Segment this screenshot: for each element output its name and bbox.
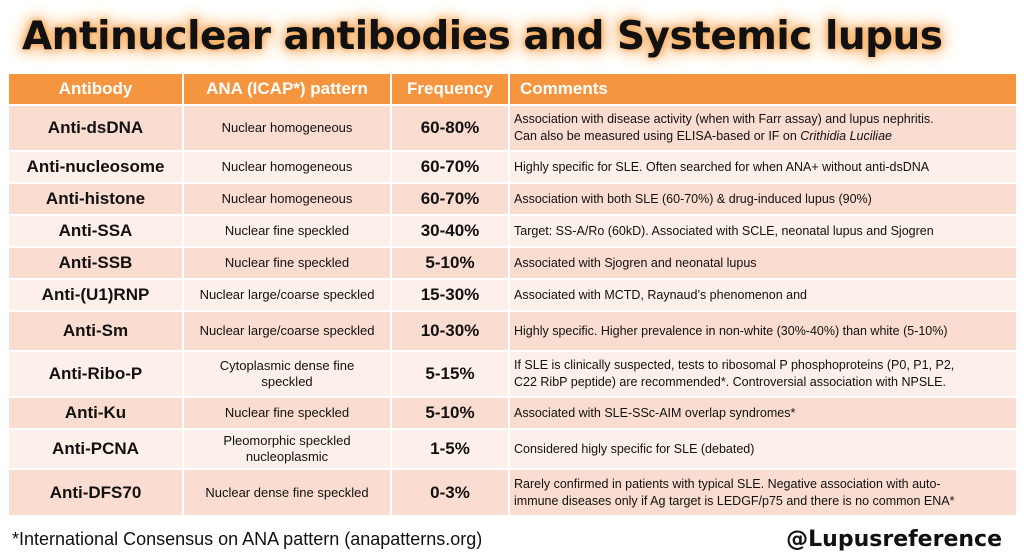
frequency-cell: 5-15% bbox=[391, 351, 509, 397]
comment-cell bbox=[509, 151, 1016, 183]
comment-text: Associated with Sjogren and neonatal lupus bbox=[514, 255, 757, 270]
comment-cell bbox=[509, 397, 1016, 429]
pattern-line: Cytoplasmic dense fine bbox=[219, 358, 355, 373]
comment-text: Rarely confirmed in patients with typical SLE. Negative association with auto- bbox=[514, 476, 941, 491]
pattern-cell: Nuclear large/coarse speckled bbox=[183, 279, 391, 311]
comment-line bbox=[514, 159, 1012, 176]
comment-cell bbox=[509, 247, 1016, 279]
antibody-cell: Anti-PCNA bbox=[9, 429, 183, 469]
pattern-cell bbox=[183, 351, 391, 397]
pattern-cell: Nuclear fine speckled bbox=[183, 397, 391, 429]
comment-cell bbox=[509, 351, 1016, 397]
pattern-cell: Nuclear dense fine speckled bbox=[183, 469, 391, 515]
comment-text: Can also be measured using ELISA-based or IF on bbox=[514, 129, 801, 143]
comment-line bbox=[514, 111, 1012, 128]
comment-cell bbox=[509, 183, 1016, 215]
comment-text: immune diseases only if Ag target is LEDGF/p75 and there is no common ENA* bbox=[514, 493, 955, 508]
comment-line bbox=[514, 405, 1012, 422]
antibody-cell: Anti-histone bbox=[9, 183, 183, 215]
antibody-cell: Anti-DFS70 bbox=[9, 469, 183, 515]
table-row bbox=[9, 247, 1016, 279]
antibody-cell: Anti-Ribo-P bbox=[9, 351, 183, 397]
frequency-cell: 0-3% bbox=[391, 469, 509, 515]
comment-line bbox=[514, 476, 1012, 493]
comment-line bbox=[514, 441, 1012, 458]
frequency-cell: 5-10% bbox=[391, 247, 509, 279]
table-row bbox=[9, 397, 1016, 429]
comment-line bbox=[514, 255, 1012, 272]
frequency-cell: 30-40% bbox=[391, 215, 509, 247]
table-row bbox=[9, 469, 1016, 515]
table-row bbox=[9, 215, 1016, 247]
table-row bbox=[9, 429, 1016, 469]
antibody-cell: Anti-nucleosome bbox=[9, 151, 183, 183]
antibody-cell: Anti-Sm bbox=[9, 311, 183, 351]
comment-text: Associated with MCTD, Raynaud’s phenomenon and bbox=[514, 287, 807, 302]
comment-cell bbox=[509, 469, 1016, 515]
comment-line bbox=[514, 191, 1012, 208]
pattern-cell bbox=[183, 429, 391, 469]
frequency-cell: 60-70% bbox=[391, 183, 509, 215]
table-row bbox=[9, 183, 1016, 215]
pattern-line: Pleomorphic speckled bbox=[223, 433, 351, 448]
header-frequency: Frequency bbox=[391, 74, 509, 105]
table-row bbox=[9, 351, 1016, 397]
comment-line bbox=[514, 374, 1012, 391]
table-row bbox=[9, 311, 1016, 351]
pattern-cell: Nuclear fine speckled bbox=[183, 247, 391, 279]
frequency-cell: 15-30% bbox=[391, 279, 509, 311]
comment-line bbox=[514, 493, 1012, 510]
comment-text: Highly specific for SLE. Often searched for when ANA+ without anti-dsDNA bbox=[514, 159, 930, 174]
comment-cell bbox=[509, 311, 1016, 351]
source-handle: @Lupusreference bbox=[786, 527, 1002, 552]
comment-italic-text: Crithidia Luciliae bbox=[800, 129, 892, 143]
comment-line bbox=[514, 287, 1012, 304]
pattern-cell: Nuclear large/coarse speckled bbox=[183, 311, 391, 351]
comment-cell bbox=[509, 429, 1016, 469]
comment-text: C22 RibP peptide) are recommended*. Controversial association with NPSLE. bbox=[514, 375, 946, 389]
header-comments: Comments bbox=[509, 74, 1016, 105]
footnote: *International Consensus on ANA pattern (anapatterns.org) bbox=[12, 529, 483, 549]
comment-line bbox=[514, 223, 1012, 240]
frequency-cell: 60-80% bbox=[391, 105, 509, 151]
pattern-line: nucleoplasmic bbox=[245, 449, 329, 464]
frequency-cell: 10-30% bbox=[391, 311, 509, 351]
header-row bbox=[9, 74, 1016, 105]
comment-text: Highly specific. Higher prevalence in non-white (30%-40%) than white (5-10%) bbox=[514, 323, 948, 338]
table-row bbox=[9, 151, 1016, 183]
pattern-cell: Nuclear homogeneous bbox=[183, 183, 391, 215]
pattern-cell: Nuclear fine speckled bbox=[183, 215, 391, 247]
comment-text: If SLE is clinically suspected, tests to ribosomal P phosphoproteins (P0, P1, P2, bbox=[514, 358, 955, 372]
comment-line bbox=[514, 323, 1012, 340]
antibody-cell: Anti-dsDNA bbox=[9, 105, 183, 151]
header-antibody: Antibody bbox=[9, 74, 183, 105]
comment-cell bbox=[509, 279, 1016, 311]
comment-line bbox=[514, 357, 1012, 374]
comment-text: Association with disease activity (when with Farr assay) and lupus nephritis. bbox=[514, 112, 934, 126]
antibody-cell: Anti-SSA bbox=[9, 215, 183, 247]
antibody-cell: Anti-(U1)RNP bbox=[9, 279, 183, 311]
comment-cell bbox=[509, 105, 1016, 151]
comment-text: Associated with SLE-SSc-AIM overlap syndromes* bbox=[514, 405, 796, 420]
comment-text: Target: SS-A/Ro (60kD). Associated with SCLE, neonatal lupus and Sjogren bbox=[514, 223, 934, 238]
antibody-table bbox=[9, 74, 1016, 515]
antibody-cell: Anti-Ku bbox=[9, 397, 183, 429]
comment-text: Association with both SLE (60-70%) & drug-induced lupus (90%) bbox=[514, 191, 872, 206]
pattern-cell: Nuclear homogeneous bbox=[183, 151, 391, 183]
comment-cell bbox=[509, 215, 1016, 247]
pattern-cell: Nuclear homogeneous bbox=[183, 105, 391, 151]
pattern-line: speckled bbox=[261, 374, 313, 389]
comment-text: Considered higly specific for SLE (debated) bbox=[514, 441, 755, 456]
table-row bbox=[9, 105, 1016, 151]
comment-line bbox=[514, 128, 1012, 145]
page-title: Antinuclear antibodies and Systemic lupus bbox=[22, 14, 943, 59]
frequency-cell: 60-70% bbox=[391, 151, 509, 183]
frequency-cell: 5-10% bbox=[391, 397, 509, 429]
antibody-cell: Anti-SSB bbox=[9, 247, 183, 279]
frequency-cell: 1-5% bbox=[391, 429, 509, 469]
header-pattern: ANA (ICAP*) pattern bbox=[183, 74, 391, 105]
table-row bbox=[9, 279, 1016, 311]
